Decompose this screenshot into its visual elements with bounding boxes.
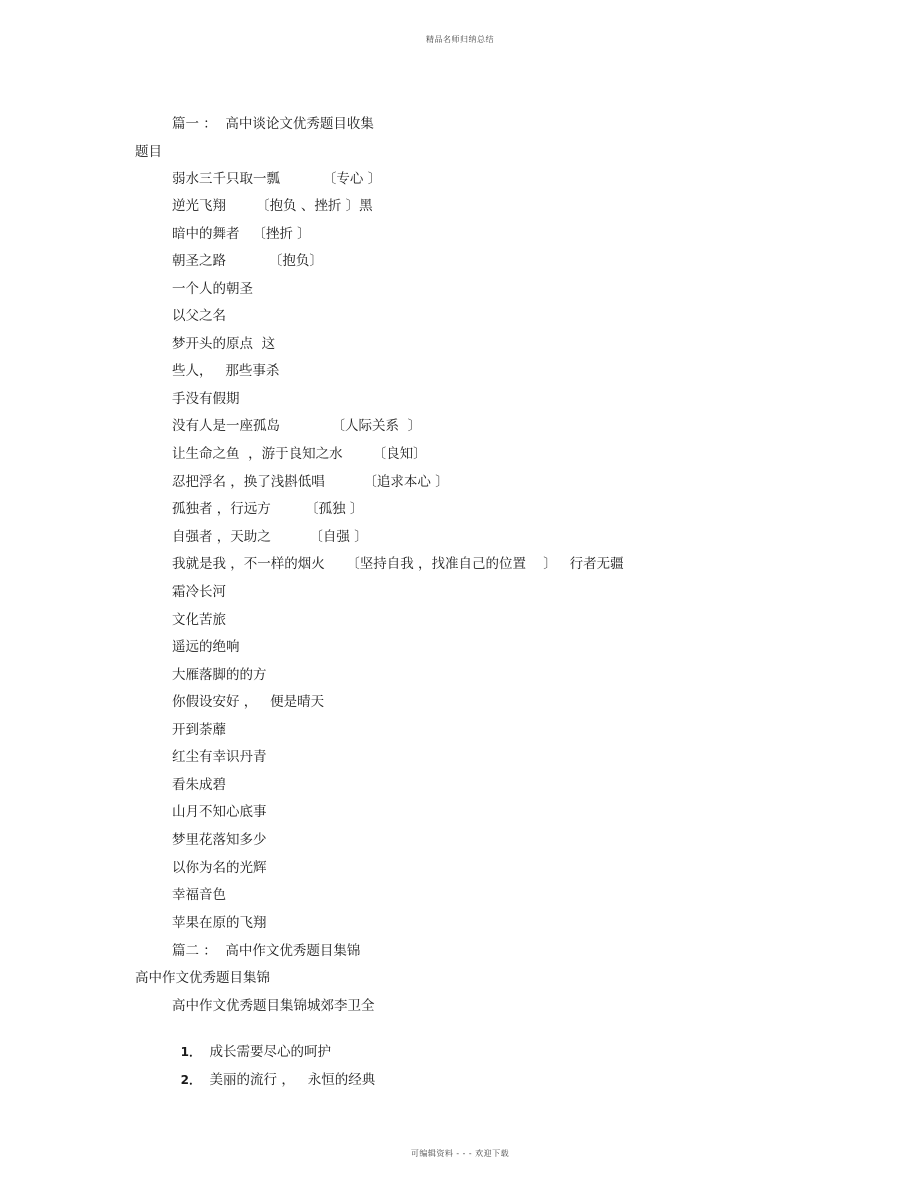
- list-item: 些人， 那些事杀: [172, 363, 280, 379]
- list-item: 以父之名: [172, 308, 226, 324]
- list-item: 你假设安好 ， 便是晴天: [172, 694, 325, 710]
- list-item: 以你为名的光辉: [172, 860, 267, 876]
- page-header: 精品名师归纳总结: [426, 35, 494, 44]
- list-item: 梦开头的原点 这: [172, 336, 276, 352]
- item-text: 美丽的流行 ， 永恒的经典: [200, 1072, 376, 1088]
- list-item: 弱水三千只取一瓢 〔专心 〕: [172, 171, 382, 187]
- page-footer: 可编辑资料 - - - 欢迎下载: [410, 1149, 510, 1158]
- list-item: 幸福音色: [172, 887, 226, 903]
- list-item: 山月不知心底事: [172, 804, 267, 820]
- list-item: 忍把浮名 ，换了浅斟低唱 〔追求本心 〕: [172, 474, 449, 490]
- list-item: 一个人的朝圣: [172, 281, 253, 297]
- list-item: 没有人是一座孤岛 〔人际关系 〕: [172, 418, 422, 434]
- list-item: 霜冷长河: [172, 584, 226, 600]
- numbered-item: [172, 1053, 375, 1089]
- document-subtitle: 高中作文优秀题目集锦城郊李卫全: [172, 998, 375, 1014]
- section-heading-1: 篇一 ： 高中谈论文优秀题目收集: [172, 116, 374, 132]
- list-item: 文化苦旅: [172, 612, 226, 628]
- item-number: 2．: [180, 1073, 201, 1087]
- item-number: 1．: [180, 1045, 201, 1059]
- list-item: 梦里花落知多少: [172, 832, 267, 848]
- subheading-titles: 题目: [135, 144, 162, 160]
- list-item: 孤独者 ，行远方 〔孤独 〕: [172, 501, 364, 517]
- list-item: 朝圣之路 〔抱负〕: [172, 253, 323, 269]
- list-item: 让生命之鱼 ，游于良知之水 〔良知〕: [172, 446, 427, 462]
- list-item: 逆光飞翔 〔抱负 、挫折 〕黑: [172, 198, 373, 214]
- list-item: 看朱成碧: [172, 777, 226, 793]
- list-item: 开到荼蘼: [172, 722, 226, 738]
- document-title: 高中作文优秀题目集锦: [135, 970, 270, 986]
- list-item: 我就是我 ，不一样的烟火 〔坚持自我 ，找准自己的位置 〕 行者无疆: [172, 556, 624, 572]
- list-item: 苹果在原的飞翔: [172, 915, 267, 931]
- list-item: 大雁落脚的的方: [172, 667, 267, 683]
- list-item: 遥远的绝响: [172, 639, 240, 655]
- list-item: 自强者 ，天助之 〔自强 〕: [172, 529, 368, 545]
- section-heading-2: 篇二 ： 高中作文优秀题目集锦: [172, 943, 361, 959]
- list-item: 红尘有幸识丹青: [172, 749, 267, 765]
- list-item: 手没有假期: [172, 391, 240, 407]
- list-item: 暗中的舞者 〔挫折 〕: [172, 226, 311, 242]
- item-text: 成长需要尽心的呵护: [200, 1044, 332, 1060]
